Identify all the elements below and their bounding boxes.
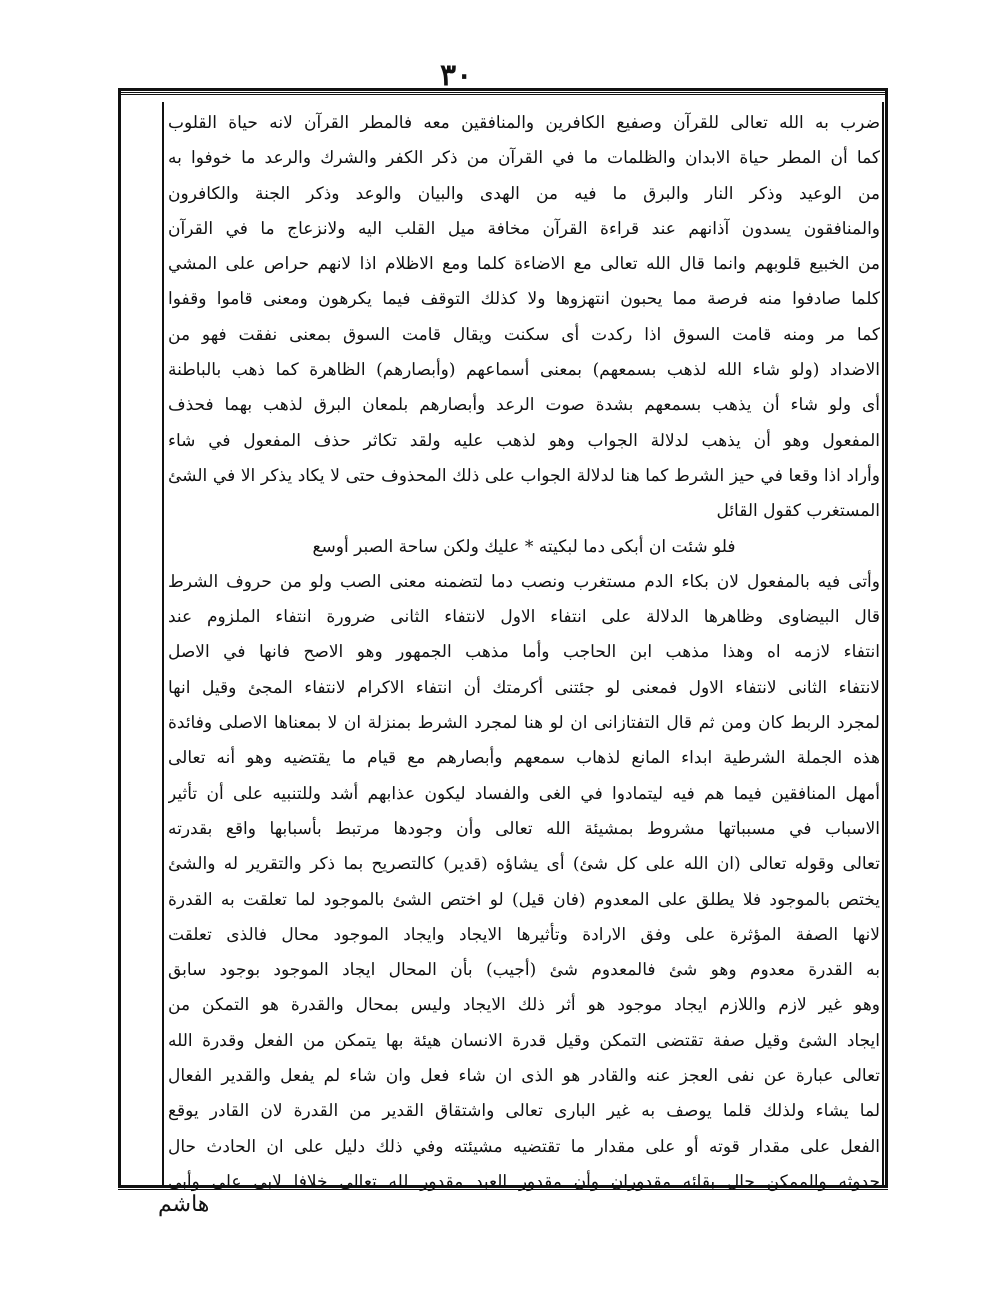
text-line: أى ولو شاء أن يذهب بسمعهم بشدة صوت الرعد وأبصارهم بلمعان البرق لذهب بهما فحذف <box>168 395 880 416</box>
text-line: لانتفاء الثانى لانتفاء الاول فمعنى لو جئتنى أكرمتك أن انتفاء الاكرام لانتفاء المجئ وقيل انها <box>168 677 880 698</box>
text-line: الاضداد (ولو شاء الله لذهب بسمعهم) بمعنى أسماعهم (وأبصارهم) الظاهرة كما ذهب بالباطنة <box>168 360 880 381</box>
text-line: قال البيضاوى وظاهرها الدلالة على انتفاء الاول لانتفاء الثانى ضرورة انتفاء الملزوم عند <box>168 607 880 628</box>
text-line: الفعل على مقدار قوته أو على مقدار ما تقتضيه مشيئته وفي ذلك دليل على ان الحادث حال <box>168 1136 880 1157</box>
text-line: الاسباب في مسبباتها مشروط بمشيئة الله تعالى وأن وجودها مرتبط بأسبابها واقع بقدرته <box>168 818 880 839</box>
top-rule <box>118 92 888 105</box>
text-line: ايجاد الشئ وقيل صفة تقتضى التمكن وقيل قدرة الانسان هيئة بها يتمكن من الفعل وقدرة الله <box>168 1030 880 1051</box>
text-line: لمجرد الربط كان ومن ثم قال التفتازانى ان لو هنا لمجرد الشرط بمنزلة ان لا بمعناها الاصلى وفائدة <box>168 713 880 734</box>
text-line: كلما صادفوا منه فرصة مما يحبون انتهزوها ولا كذلك التوقف فيما يكرهون ومعنى قاموا وقفوا <box>168 289 880 310</box>
text-line: كما مر ومنه قامت السوق اذا ركدت أى سكنت ويقال قامت السوق بمعنى نفقت فهو من <box>168 324 880 345</box>
text-line: من الخبيع قلوبهم وانما قال الله تعالى مع الاضاءة كلما ومع الاظلام اذا لانهم حراص على المشي <box>168 254 880 275</box>
text-line: تعالى وقوله تعالى (ان الله على كل شئ) أى يشاؤه (قدير) كالتصريح بما ذكر والتقرير له والشئ <box>168 854 880 875</box>
text-line: من الوعيد وذكر النار والبرق ما فيه من الهدى والبيان والوعد وذكر الجنة والكافرون <box>168 183 880 204</box>
text-line: هذه الجملة الشرطية ابداء المانع لذهاب سمعهم وأبصارهم مع قيام ما يقتضيه وهو أنه تعالى <box>168 748 880 769</box>
text-line: والمنافقون يسدون آذانهم عند قراءة القرآن مخافة ميل القلب اليه ولانزعاج ما في القرآن <box>168 218 880 239</box>
text-line: وأراد اذا وقعا في حيز الشرط كما هنا لدلالة الجواب على ذلك المحذوف حتى لا يكاد يذكر الا في الشئ <box>168 465 880 486</box>
catchword: هاشم <box>158 1192 210 1217</box>
text-body <box>168 106 880 1200</box>
text-line: المستغرب كقول القائل <box>716 501 880 522</box>
text-line: أمهل المنافقين فيما هم فيه ليتمادوا في الغى والفساد ليكون عذابهم أشد وللتنبيه على أن تأثير <box>168 783 880 804</box>
text-line: وهو غير لازم واللازم ايجاد موجود هو أثر ذلك الايجاد وليس بمحال والقدرة هو التمكن من <box>168 995 880 1016</box>
text-line: به القدرة معدوم وهو شئ فالمعدوم شئ (أجيب) بأن المحال ايجاد الموجود بوجود سابق <box>168 960 880 981</box>
text-line: لما يشاء ولذلك قلما يوصف به غير البارى تعالى واشتقاق القدير من القدرة لان القادر يوقع <box>168 1101 880 1122</box>
text-line: كما أن المطر حياة الابدان والظلمات ما في القرآن من ذكر الكفر والشرك والرعد ما خوفوا به <box>168 148 880 169</box>
poetry-verse: فلو شئت ان أبكى دما لبكيته * عليك ولكن ساحة الصبر أوسع <box>312 536 736 557</box>
text-line: ضرب به الله تعالى للقرآن وصفيع الكافرين والمنافقين معه فالمطر القرآن لانه حياة القلوب <box>168 113 880 133</box>
text-line: حدوثه والممكن حال بقائه مقدوران وأن مقدور العبد مقدور لله تعالى خلافا لابى على وأبى <box>168 1171 880 1192</box>
text-line: تعالى عبارة عن نفى العجز عنه والقادر هو الذى ان شاء فعل وان شاء لم يفعل والقدير الفعال <box>168 1066 880 1087</box>
text-line: يختص بالموجود فلا يطلق على المعدوم (فان قيل) لو اختص الشئ بالموجود لما تعلقت به القدرة <box>168 889 880 910</box>
text-line: وأتى فيه بالمفعول لان بكاء الدم مستغرب ونصب دما لتضمنه معنى الصب ولو من حروف الشرط <box>168 571 880 592</box>
text-line: لانها الصفة المؤثرة على وفق الارادة وتأثيرها الايجاد وايجاد الموجود محال فالذى تعلقت <box>168 924 880 945</box>
page-number: ٣٠ <box>440 58 473 93</box>
text-line: انتفاء لازمه اه وهذا مذهب ابن الحاجب وأما مذهب الجمهور وهو الاصح فانها في الاصل <box>168 642 880 663</box>
text-line: المفعول وهو أن يذهب لدلالة الجواب وهو لذهب عليه ولقد تكاثر حذف المفعول في شاء <box>168 430 880 451</box>
